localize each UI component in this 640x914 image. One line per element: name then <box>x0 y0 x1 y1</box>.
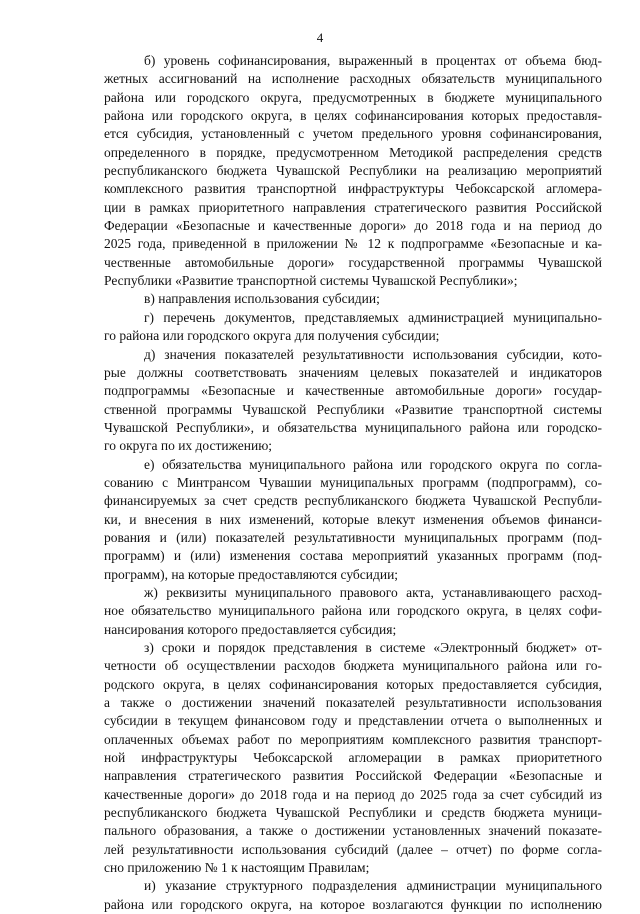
text-line: ется субсидия, установленный с учетом предельного уровня софинансирования, <box>104 126 602 142</box>
text-line: родского округа, в целях софинансирования которых предоставляется субсидия, <box>104 676 602 692</box>
text-line: ж) реквизиты муниципального правового акта, устанавливающего расход- <box>144 584 602 600</box>
text-line: Федерации «Безопасные и качественные дороги» до 2018 года и на период до <box>104 218 602 234</box>
page-number: 4 <box>316 30 324 45</box>
text-line: б) уровень софинансирования, выраженный в процентах от объема бюд- <box>144 53 602 68</box>
text-line: рые должны соответствовать значениям целевых показателей и индикаторов <box>104 364 602 380</box>
text-line: сно приложению № 1 к настоящим Правилам; <box>104 860 370 876</box>
text-line: сованию с Минтрансом Чувашии муниципальных программ (подпрограмм), со- <box>104 474 602 490</box>
text-line: определенного в порядке, предусмотренном Методикой распределения средств <box>104 144 602 160</box>
text-line: ное обязательство муниципального района или городского округа, в целях софи- <box>104 603 602 619</box>
text-line: ственной программы Чувашской Республики «Развитие транспортной системы <box>104 401 602 417</box>
text-line: лей результативности использования субсидий (далее – отчет) по форме согла- <box>104 841 602 857</box>
text-line: программ), на которые предоставляются субсидии; <box>104 566 399 582</box>
text-line: жетных ассигнований на исполнение расходных обязательств муниципального <box>104 71 602 87</box>
text-line: Республики «Развитие транспортной системы Чувашской Республики»; <box>104 273 518 289</box>
text-line: з) сроки и порядок представления в системе «Электронный бюджет» от- <box>144 640 602 655</box>
text-line: в) направления использования субсидии; <box>144 291 380 307</box>
text-line: района или городского округа, в целях софинансирования которых предоставля- <box>104 108 602 124</box>
text-line: 2025 года, приведенной в приложении № 12 к подпрограмме «Безопасные и ка- <box>104 236 602 252</box>
text-line: пального образования, а также о достижении установленных значений показате- <box>104 823 602 839</box>
text-line: программ) и (или) изменения состава мероприятий указанных программ (под- <box>104 548 602 564</box>
text-line: республиканского бюджета Чувашской Республики на реализацию мероприятий <box>104 163 602 179</box>
text-line: д) значения показателей результативности использования субсидии, кото- <box>144 346 602 362</box>
text-line: го района или городского округа для получения субсидии; <box>104 328 440 344</box>
text-line: ции в рамках приоритетного направления стратегического развития Российской <box>104 199 602 215</box>
text-line: а также о достижении значений показателей результативности использования <box>104 695 602 711</box>
text-line: комплексного развития транспортной инфраструктуры Чебоксарской агломера- <box>104 181 602 197</box>
text-line: района или городского округа, на которое возлагаются функции по исполнению <box>104 896 602 912</box>
text-line: чественные автомобильные дороги» государственной программы Чувашской <box>104 254 602 270</box>
text-line: четности об осуществлении расходов бюджета муниципального района или го- <box>104 658 602 674</box>
text-line: направления стратегического развития Российской Федерации «Безопасные и <box>104 768 602 784</box>
text-line: качественные дороги» до 2018 года и на период до 2025 года за счет субсидий из <box>104 786 602 802</box>
text-line: Чувашской Республики», и обязательства муниципального района или городско- <box>104 419 602 435</box>
text-line: республиканского бюджета Чувашской Республики и средств бюджета муници- <box>104 805 602 821</box>
text-line: ки, и внесения в них изменений, которые влекут изменения объемов финанси- <box>104 511 602 527</box>
text-line: г) перечень документов, представляемых администрацией муниципально- <box>144 309 602 325</box>
body-text <box>104 52 602 914</box>
text-line: го округа по их достижению; <box>104 438 273 454</box>
text-line: нансирования которого предоставляется субсидия; <box>104 621 397 637</box>
text-line: оплаченных объемах работ по мероприятиям комплексного развития транспорт- <box>104 731 602 747</box>
text-line: финансируемых за счет средств республиканского бюджета Чувашской Республи- <box>104 493 602 509</box>
text-line: е) обязательства муниципального района или городского округа по согла- <box>144 456 602 472</box>
text-line: и) указание структурного подразделения администрации муниципального <box>144 878 602 894</box>
text-line: субсидии в текущем финансовом году и представлении отчета о выполненных и <box>104 713 602 729</box>
text-line: района или городского округа, предусмотренных в бюджете муниципального <box>104 89 602 105</box>
text-line: рования и (или) показателей результативности муниципальных программ (под- <box>104 529 602 545</box>
text-line: ной инфраструктуры Чебоксарской агломерации в рамках приоритетного <box>104 750 602 766</box>
text-line: подпрограммы «Безопасные и качественные автомобильные дороги» государ- <box>104 383 602 399</box>
